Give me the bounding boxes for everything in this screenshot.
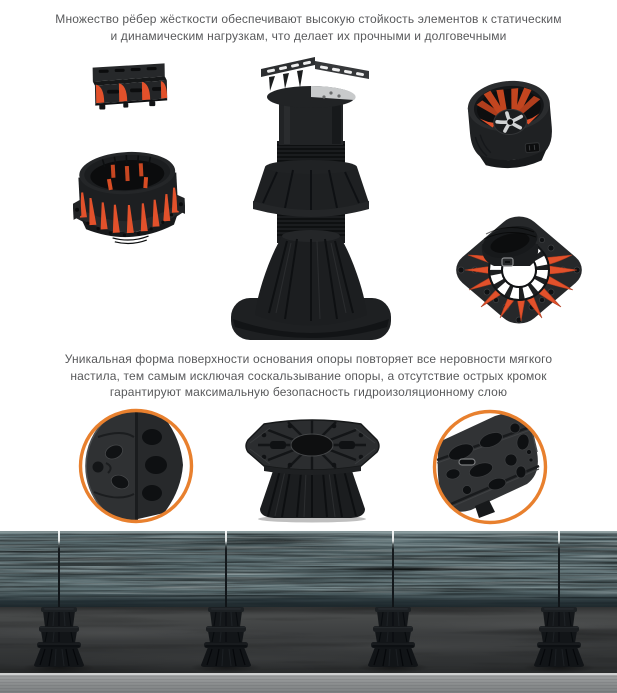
pedestal-cup-top-render: [466, 70, 555, 172]
support-rod: [58, 531, 60, 612]
paragraph-base-surface-line2: настила, тем самым исключая соскальзывание опоры, а отсутствие острых кромок: [70, 368, 547, 383]
paragraph-rigidity-line2: и динамическим нагрузкам, что делает их прочными и долговечными: [110, 28, 507, 43]
support-rod: [392, 531, 394, 612]
installed-pedestal: [365, 605, 421, 671]
assembled-pedestal-render: [227, 55, 395, 343]
installed-pedestal: [31, 605, 87, 671]
base-surface-detail-render: [431, 408, 549, 526]
support-rod: [558, 531, 560, 612]
ribbed-ring-render: [73, 145, 185, 271]
paragraph-base-surface: [0, 351, 617, 401]
installation-photo: [0, 531, 617, 693]
paragraph-base-surface-line3: гарантируют максимальную безопасность гидроизоляционному слою: [109, 385, 508, 399]
rib-clip-render: [85, 63, 175, 115]
installed-pedestal: [531, 605, 587, 671]
paragraph-rigidity: [0, 11, 617, 44]
curb-edge: [0, 673, 617, 693]
ribbed-base-render: [446, 208, 592, 334]
installed-pedestal: [198, 605, 254, 671]
water-surface: [0, 531, 617, 609]
base-corner-detail-render: [77, 407, 195, 525]
pedestal-base-render: [240, 416, 385, 524]
paragraph-base-surface-line1: Уникальная форма поверхности основания опоры повторяет все неровности мягкого: [64, 352, 553, 366]
membrane-texture: [0, 607, 617, 673]
support-rod: [225, 531, 227, 612]
paragraph-rigidity-line1: Множество рёбер жёсткости обеспечивают высокую стойкость элементов к статическим: [55, 12, 562, 26]
